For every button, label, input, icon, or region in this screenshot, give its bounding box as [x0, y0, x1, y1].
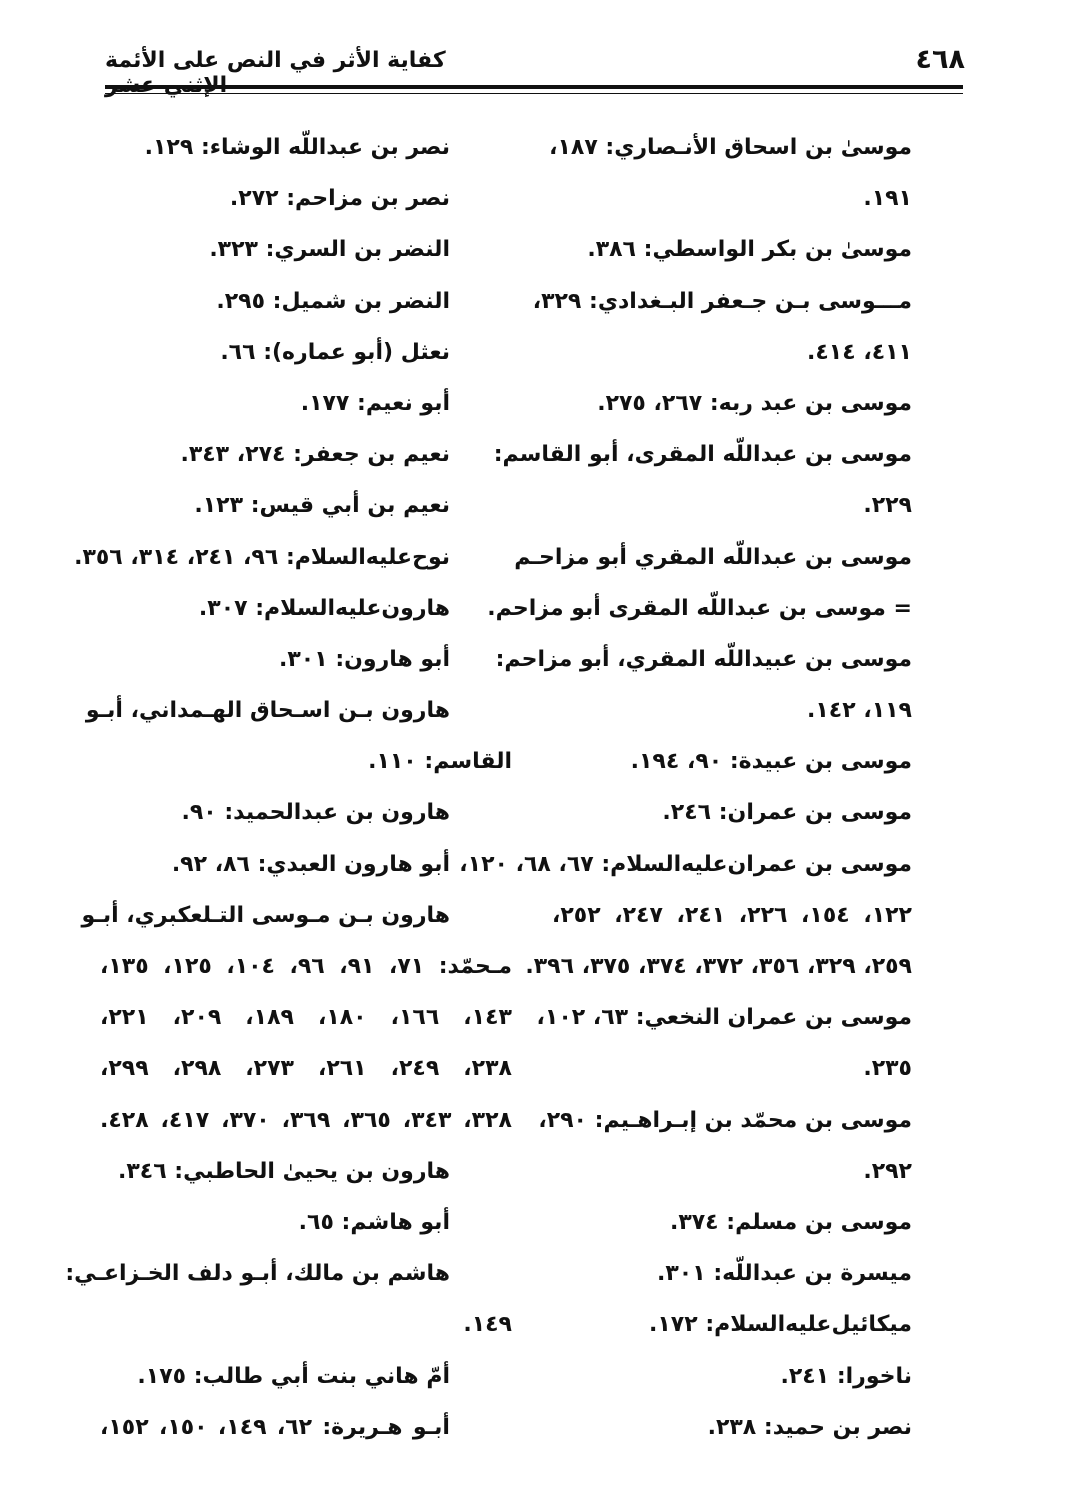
index-entry-continuation: القاسم: ١١٠.	[368, 749, 512, 775]
index-entry: موسىٰ بن بكر الواسطي: ٣٨٦.	[587, 237, 912, 263]
index-entry: موسى بن عمران النخعي: ٦٣، ١٠٢،	[536, 1005, 912, 1031]
index-entry: ناخورا: ٢٤١.	[780, 1363, 912, 1389]
index-entry: موسى بن محمّد بن إبـراهـيم: ٢٩٠،	[538, 1107, 912, 1133]
index-entry: موسى بن عبيدة: ٩٠، ١٩٤.	[630, 749, 912, 775]
index-entry-continuation: ٢٥٩، ٣٢٩، ٣٥٦، ٣٧٢، ٣٧٤، ٣٧٥، ٣٩٦.	[525, 954, 912, 979]
header-rule-thin	[105, 93, 963, 94]
index-entry: أمّ هاني بنت أبي طالب: ١٧٥.	[137, 1363, 450, 1389]
index-entry: أبو هاشم: ٦٥.	[298, 1209, 450, 1235]
index-entry: نعثل (أبو عماره): ٦٦.	[220, 339, 450, 365]
index-entry: موسى بن عبداللّه المقرى، أبو القاسم:	[493, 442, 912, 468]
index-entry: هارون بن عبدالحميد: ٩٠.	[181, 800, 450, 826]
index-entry: موسى بن عبداللّه المقري أبو مزاحـم	[514, 544, 912, 570]
index-entry-continuation: ٢٩٢.	[863, 1158, 912, 1184]
index-entry-continuation: ٤١١، ٤١٤.	[807, 339, 912, 365]
index-entry-continuation: ٢٣٥.	[863, 1056, 912, 1082]
index-entry: نعيم بن جعفر: ٢٧٤، ٣٤٣.	[180, 442, 450, 468]
index-entry-continuation: ٣٢٨، ٣٤٣، ٣٦٥، ٣٦٩، ٣٧٠، ٤١٧، ٤٢٨.	[100, 1107, 512, 1133]
index-entry: النضر بن السري: ٣٢٣.	[209, 237, 450, 263]
index-entry: نعيم بن أبي قيس: ١٢٣.	[194, 493, 450, 519]
index-entry-continuation: ١٤٩.	[463, 1312, 512, 1338]
index-entry: أبـو هـريرة: ٦٢، ١٤٩، ١٥٠، ١٥٢،	[100, 1414, 450, 1440]
index-entry-continuation: ١٤٣، ١٦٦، ١٨٠، ١٨٩، ٢٠٩، ٢٢١،	[100, 1005, 512, 1031]
index-entry: نصر بن عبداللّه الوشاء: ١٢٩.	[144, 135, 450, 160]
index-entry: ميسرة بن عبداللّه: ٣٠١.	[657, 1261, 912, 1287]
header-rule-thick	[105, 85, 963, 89]
index-entry: أبو هارون العبدي: ٨٦، ٩٢.	[171, 851, 450, 877]
index-entry: موسى بن عمران‌عليه‌السلام: ٦٧، ٦٨، ١٢٠،	[459, 851, 912, 877]
index-entry: هارون بـن اسـحاق الهـمداني، أبـو	[85, 698, 450, 724]
index-entry-continuation: ١١٩، ١٤٢.	[807, 698, 912, 724]
index-entry-continuation: ٢٣٨، ٢٤٩، ٢٦١، ٢٧٣، ٢٩٨، ٢٩٩،	[100, 1056, 512, 1082]
index-entry: موسى بن عبيداللّه المقري، أبو مزاحم:	[495, 646, 912, 672]
index-column-left	[65, 122, 512, 1453]
index-entry-continuation: ١٢٢، ١٥٤، ٢٢٦، ٢٤١، ٢٤٧، ٢٥٢،	[552, 902, 912, 928]
index-entry: موسىٰ بن اسحاق الأنـصاري: ١٨٧،	[549, 135, 912, 160]
index-entry: موسى بن مسلم: ٣٧٤.	[669, 1209, 912, 1235]
index-entry-cross-reference: = موسى بن عبداللّه المقرى أبو مزاحم.	[487, 595, 912, 621]
index-entry: نصر بن مزاحم: ٢٧٢.	[229, 186, 450, 212]
running-title: كفاية الأثر في النص على الأئمة	[105, 48, 446, 73]
index-entry: هارون بـن مـوسى التـلعكبري، أبـو	[81, 902, 450, 928]
index-entry: هارون بن يحيىٰ الحاطبي: ٣٤٦.	[117, 1158, 450, 1184]
index-entry: أبو هارون: ٣٠١.	[279, 646, 450, 672]
index-entry: ميكائيل‌عليه‌السلام: ١٧٢.	[649, 1312, 912, 1338]
index-entry: موسى بن عمران: ٢٤٦.	[662, 800, 912, 826]
index-entry: أبو نعيم: ١٧٧.	[300, 390, 450, 416]
index-entry: النضر بن شميل: ٢٩٥.	[216, 288, 450, 314]
index-entry: مـــوسى بـن جـعفر البـغدادي: ٣٢٩،	[532, 288, 912, 314]
index-entry: موسى بن عبد ربه: ٢٦٧، ٢٧٥.	[597, 390, 912, 416]
page-number: ٤٦٨	[915, 44, 965, 75]
index-entry: هارون‌عليه‌السلام: ٣٠٧.	[198, 595, 450, 621]
index-entry-continuation: مـحمّد: ٧١، ٩١، ٩٦، ١٠٤، ١٢٥، ١٣٥،	[100, 954, 512, 979]
index-entry: نوح‌عليه‌السلام: ٩٦، ٢٤١، ٣١٤، ٣٥٦.	[74, 544, 450, 570]
index-entry-continuation: ٢٢٩.	[863, 493, 912, 519]
index-entry-continuation: ١٩١.	[863, 186, 912, 212]
index-entry: هاشم بن مالك، أبـو دلف الخـزاعـي:	[65, 1261, 450, 1287]
index-entry: نصر بن حميد: ٢٣٨.	[707, 1414, 912, 1440]
